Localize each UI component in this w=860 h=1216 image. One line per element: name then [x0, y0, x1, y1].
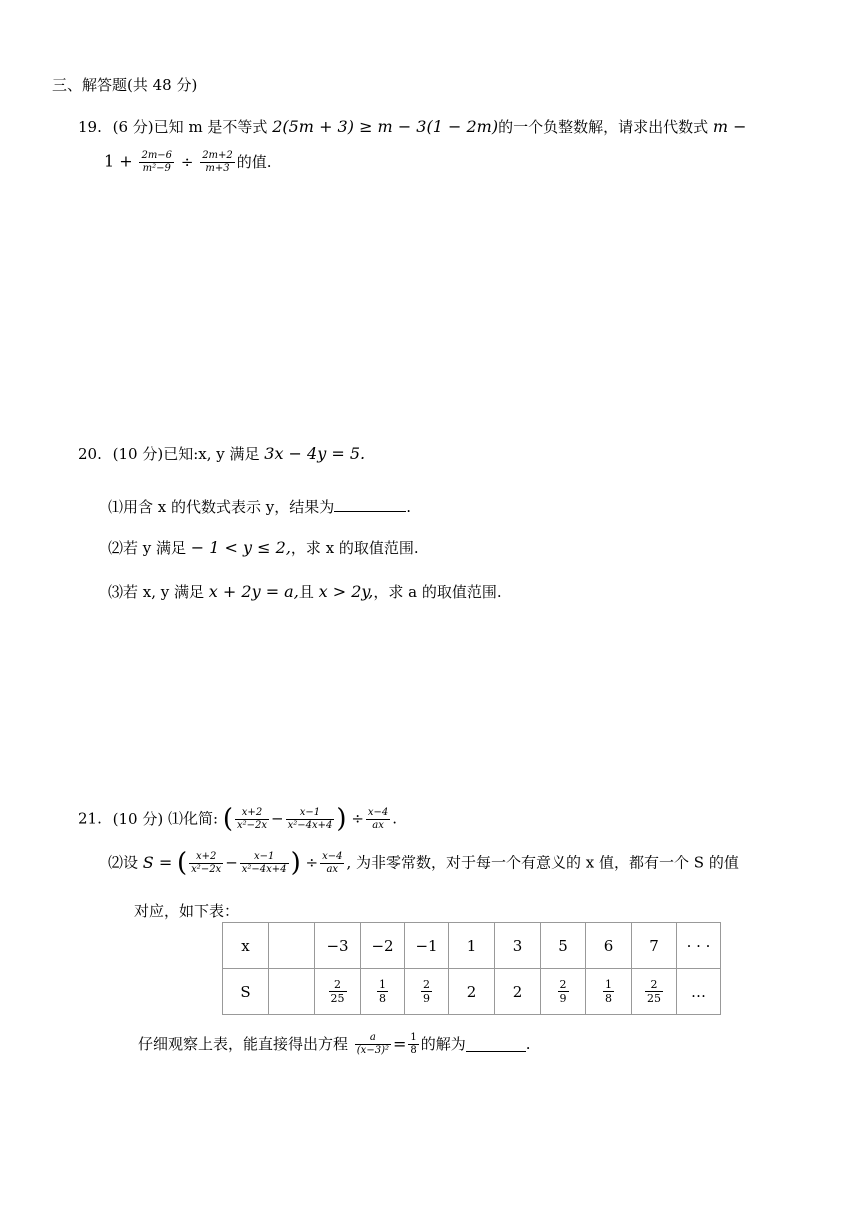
table-cell: · · ·	[677, 923, 721, 969]
table-cell: −2	[361, 923, 405, 969]
q20-part2-text-a: ⑵若 y 满足	[108, 539, 191, 557]
table-fraction	[377, 978, 388, 1005]
q21-p1-minus: −	[271, 809, 284, 828]
q19-inequality: 2(5m + 3) ≥ m − 3(1 − 2m)	[272, 117, 499, 136]
q19-expr-head: 1 +	[104, 151, 133, 171]
table-cell: 3	[495, 923, 541, 969]
q21-p1-divide: ÷	[351, 809, 364, 828]
table-cell	[269, 969, 315, 1015]
q20-part1-answer-blank[interactable]	[334, 497, 406, 512]
table-fraction	[645, 978, 663, 1005]
table-fraction-numerator: 2	[329, 978, 347, 992]
q20-text-a: 已知:x, y 满足	[163, 445, 265, 463]
q21-p2-f3-numerator: x−4	[322, 850, 343, 862]
table-cell: −1	[405, 923, 449, 969]
q20-line1	[78, 446, 365, 462]
q19-frac1-denominator: m²−9	[142, 163, 171, 174]
q19-text-a: 已知 m 是不等式	[153, 118, 273, 136]
q21-p1-f2-numerator: x−1	[286, 807, 335, 820]
q19-score: (6 分)	[112, 118, 154, 136]
q21-p2-f1-numerator: x+2	[189, 851, 223, 864]
q20-part1-end: .	[406, 498, 412, 516]
q19-divide-sign: ÷	[180, 153, 194, 171]
q21-part3-line	[138, 1032, 531, 1057]
q19-fraction-1	[139, 150, 174, 175]
q20-equation: 3x − 4y = 5.	[264, 444, 366, 463]
q21-part2-text: , 为非零常数，对于每一个有意义的 x 值，都有一个 S 的值	[346, 853, 739, 872]
table-cell: 7	[632, 923, 677, 969]
q20-part3	[108, 584, 502, 600]
table-fraction	[329, 978, 347, 1005]
q21-part2-line1	[108, 850, 739, 876]
q21-p2-f1-denominator: x²−2x	[191, 863, 222, 875]
q20-part3-text-a: ⑶若 x, y 满足	[108, 583, 209, 601]
table-fraction-denominator: 25	[330, 992, 345, 1005]
q21-p1-fraction-3	[366, 807, 390, 832]
q19-text-c: 的值.	[236, 153, 272, 171]
q19-line1	[78, 119, 747, 135]
table-fraction-denominator: 9	[559, 992, 567, 1005]
q21-equation-lhs-fraction	[355, 1032, 391, 1057]
q21-part3-end: .	[525, 1035, 531, 1053]
table-cell: 5	[541, 923, 586, 969]
q21-answer-blank[interactable]	[466, 1037, 526, 1052]
table-cell: x	[223, 923, 269, 969]
q21-p1-fraction-1	[235, 807, 269, 832]
q21-p2-close-paren: )	[290, 848, 301, 878]
q21-p2-fraction-3	[320, 851, 344, 876]
table-cell	[405, 969, 449, 1015]
q21-p2-fraction-2	[240, 851, 289, 876]
q21-eq-rhs-denominator: 8	[410, 1045, 417, 1056]
q19-frac2-denominator: m+3	[205, 163, 230, 174]
q21-eq-numerator: a	[355, 1032, 391, 1045]
table-fraction	[603, 978, 614, 1005]
q21-p1-fraction-2	[286, 807, 335, 832]
q19-frac2-numerator: 2m+2	[202, 150, 233, 161]
q20-part2-text-b: ，求 x 的取值范围.	[290, 539, 419, 557]
q20-part3-equation: x + 2y = a,	[208, 582, 299, 601]
q21-p2-f3-denominator: ax	[326, 863, 339, 875]
table-fraction	[421, 978, 432, 1005]
table-cell: 2	[495, 969, 541, 1015]
table-cell: S	[223, 969, 269, 1015]
table-fraction-numerator: 1	[379, 978, 386, 991]
q21-p1-f1-numerator: x+2	[235, 807, 269, 820]
q20-number: 20.	[78, 445, 102, 463]
table-fraction-numerator: 2	[559, 978, 567, 991]
q21-p2-minus: −	[225, 853, 238, 872]
table-fraction-denominator: 8	[379, 992, 386, 1005]
q21-eq-denominator: (x−3)²	[356, 1045, 389, 1056]
q20-part1-text: ⑴用含 x 的代数式表示 y，结果为	[108, 498, 335, 516]
q21-part2-label: ⑵设	[108, 853, 143, 872]
q21-equation-rhs-fraction	[408, 1032, 418, 1057]
q21-p1-end: .	[392, 809, 398, 828]
table-fraction-numerator: 1	[605, 978, 612, 991]
q21-score: (10 分)	[112, 809, 164, 828]
q20-part3-inequality: x > 2y,	[318, 582, 374, 601]
q19-frac1-numerator: 2m−6	[141, 150, 173, 161]
table-cell	[269, 923, 315, 969]
table-cell	[586, 969, 632, 1015]
table-cell	[541, 969, 586, 1015]
table-cell	[315, 969, 361, 1015]
q21-p1-f3-denominator: ax	[372, 819, 384, 831]
q21-eq-rhs-numerator: 1	[410, 1032, 417, 1043]
table-cell	[632, 969, 677, 1015]
q20-part3-text-c: ，求 a 的取值范围.	[373, 583, 502, 601]
q19-expr-tail: m −	[712, 117, 747, 136]
q20-part2	[108, 540, 419, 556]
q19-line2	[104, 150, 272, 175]
q21-part3-text-a: 仔细观察上表，能直接得出方程	[138, 1035, 353, 1053]
table-cell: −3	[315, 923, 361, 969]
q20-part2-inequality: − 1 < y ≤ 2,	[190, 538, 291, 557]
q21-part3-text-b: 的解为	[420, 1035, 466, 1053]
q21-p2-divide: ÷	[305, 853, 319, 872]
q19-fraction-2	[200, 150, 235, 175]
values-table	[222, 922, 721, 1015]
q19-number: 19.	[78, 118, 102, 136]
q21-eq-sign: =	[392, 1034, 407, 1054]
q21-p1-f1-denominator: x²−2x	[236, 819, 268, 831]
table-row-s	[223, 969, 721, 1015]
table-cell: 2	[449, 969, 495, 1015]
table-row-x	[223, 923, 721, 969]
q21-part2-line2: 对应，如下表：	[134, 902, 240, 920]
q21-p2-open-paren: (	[177, 848, 188, 878]
table-fraction-denominator: 9	[423, 992, 430, 1005]
q20-part3-text-b: 且	[298, 583, 319, 601]
q21-s-equals: S =	[142, 853, 173, 872]
table-fraction-numerator: 2	[423, 978, 430, 991]
q21-line1	[78, 806, 397, 832]
table-cell: 1	[449, 923, 495, 969]
q21-p2-fraction-1	[189, 851, 223, 876]
q21-close-paren: )	[336, 804, 347, 834]
q21-open-paren: (	[222, 804, 233, 834]
table-fraction	[558, 978, 569, 1005]
q21-number: 21.	[78, 809, 102, 828]
q21-p2-f2-denominator: x²−4x+4	[241, 863, 287, 875]
q21-p1-f3-numerator: x−4	[367, 806, 389, 818]
table-cell: 6	[586, 923, 632, 969]
table-fraction-numerator: 2	[645, 978, 663, 992]
q20-score: (10 分)	[112, 445, 164, 463]
table-fraction-denominator: 25	[647, 992, 661, 1005]
table-cell	[361, 969, 405, 1015]
q21-p1-f2-denominator: x²−4x+4	[287, 819, 333, 831]
q19-text-b: 的一个负整数解，请求出代数式	[498, 118, 713, 136]
table-cell: …	[677, 969, 721, 1015]
q21-part1-label: ⑴化简:	[167, 809, 219, 828]
q21-p2-f2-numerator: x−1	[240, 851, 289, 864]
q20-part1	[108, 497, 411, 515]
table-fraction-denominator: 8	[605, 992, 612, 1005]
section-title: 三、解答题(共 48 分)	[52, 76, 198, 94]
